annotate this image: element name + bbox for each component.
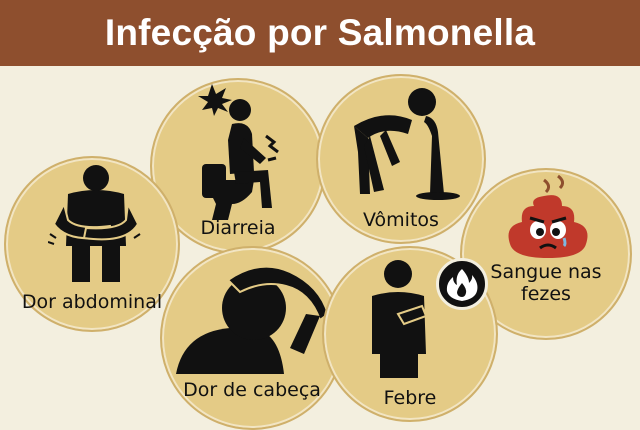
stomach-pain-person-icon [48,164,142,284]
symptom-diarreia-label: Diarreia [200,217,276,239]
headache-person-icon [170,258,340,378]
fire-icon [439,261,485,307]
poop-icon [500,172,596,268]
header-banner [0,0,640,66]
toilet-person-icon [182,80,302,220]
page-title: Infecção por Salmonella [104,12,536,53]
symptom-vomitos-label: Vômitos [363,209,439,231]
vomiting-person-icon [340,82,470,202]
symptom-febre-label: Febre [383,387,437,409]
symptom-sangue-label: Sangue nas fezes [490,261,602,305]
symptom-dor-abdominal [4,156,180,332]
symptom-dor-cabeca [160,246,344,430]
symptom-dor-abdominal-label: Dor abdominal [21,291,163,313]
fever-person-icon [358,258,448,378]
symptom-vomitos [316,74,486,244]
fire-badge [436,258,488,310]
symptom-dor-cabeca-label: Dor de cabeça [183,379,321,401]
